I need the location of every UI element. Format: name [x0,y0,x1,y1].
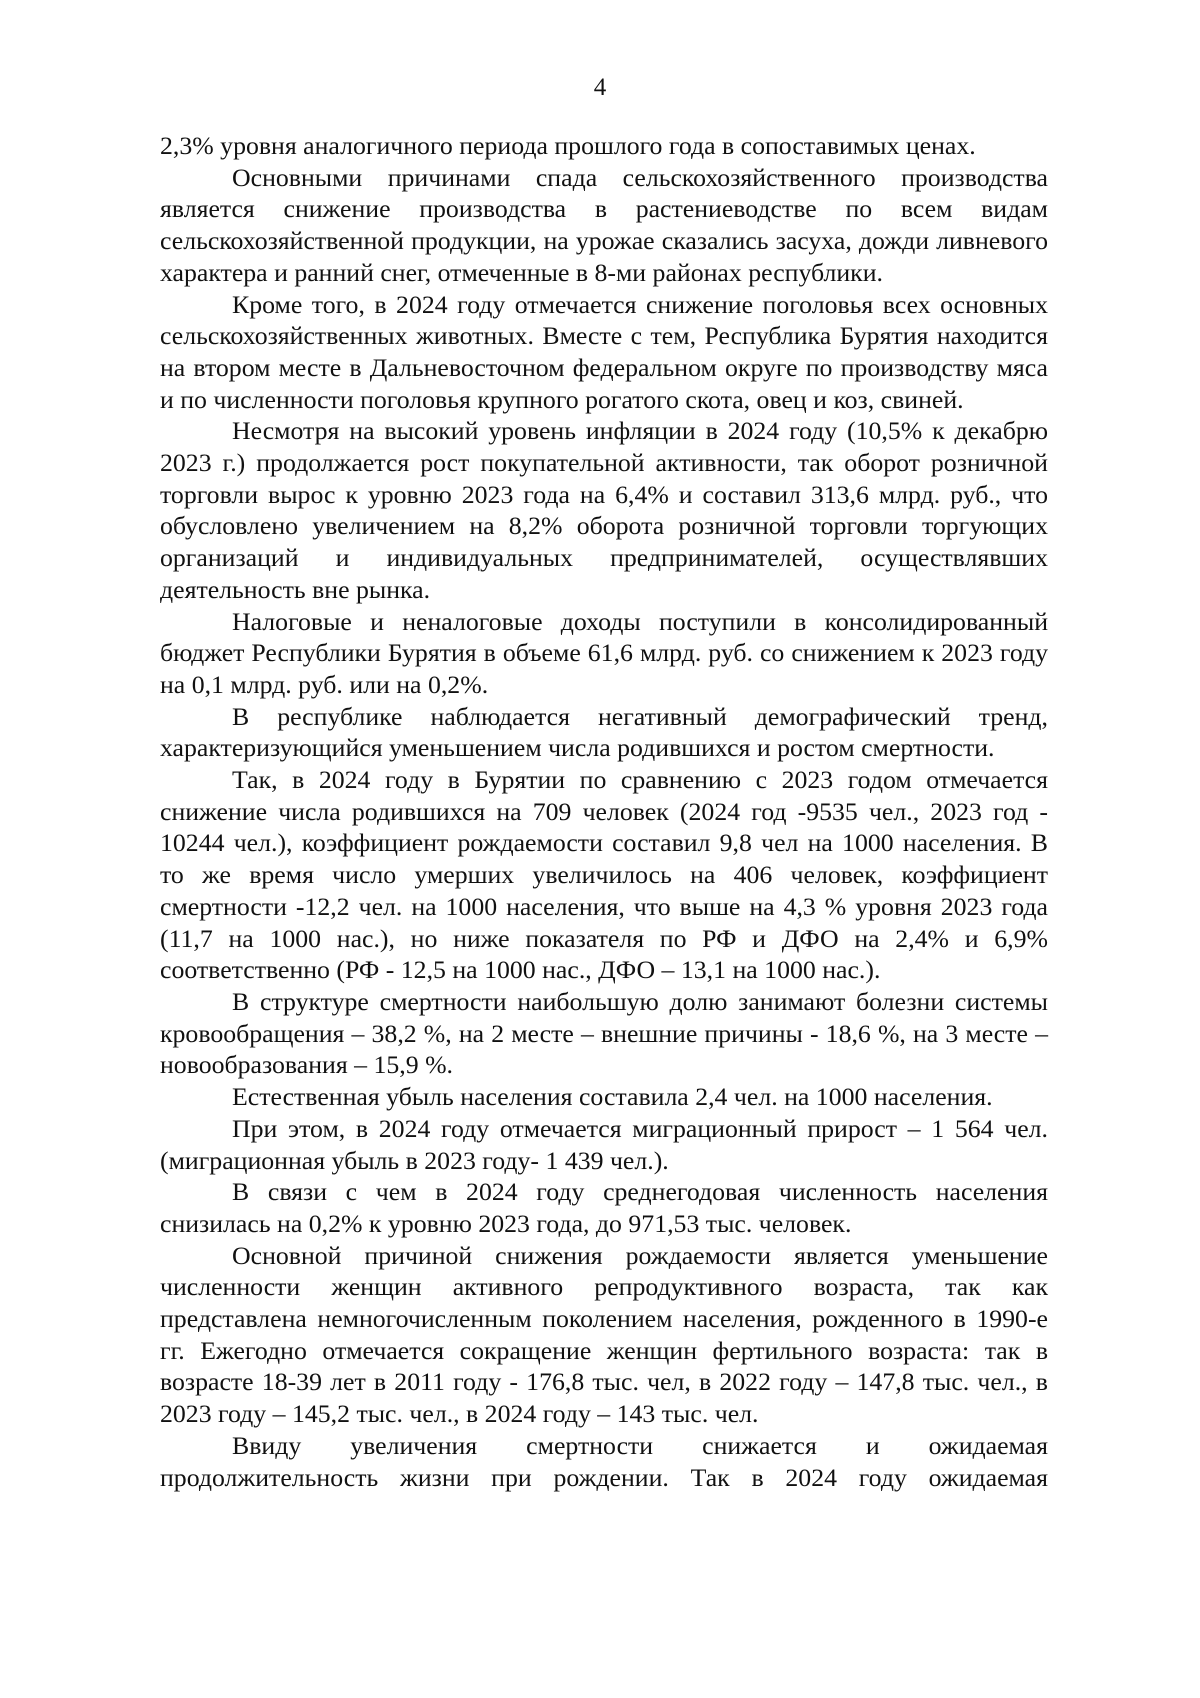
paragraph-natural-decline: Естественная убыль населения составила 2,4 чел. на 1000 населения. [232,1082,993,1112]
document-body [160,130,1048,1493]
paragraph-birth-rate-causes: Основной причиной снижения рождаемости является уменьшение численности женщин активного репродуктивного возраста, так как представлена немногочисленным поколением населения, рожденного в 1990-е гг. Ежегодно отмечается сокращение женщин фертильного возраста: так в возрасте 18-39 лет в 2011 году - 176,8 тыс. чел, в 2022 году – 147,8 тыс. чел., в 2023 году – 145,2 тыс. чел., в 2024 году – 143 тыс. чел. [160,1240,1048,1429]
paragraph-agriculture-causes: Основными причинами спада сельскохозяйственного производства является снижение производства в растениеводстве по всем видам сельскохозяйственной продукции, на урожае сказались засуха, дожди ливневого характера и ранний снег, отмеченные в 8-ми районах республики. [160,162,1048,287]
paragraph-retail-trade: Несмотря на высокий уровень инфляции в 2024 году (10,5% к декабрю 2023 г.) продолжается рост покупательной активности, так оборот розничной торговли вырос к уровню 2023 года на 6,4% и составил 313,6 млрд. руб., что обусловлено увеличением на 8,2% оборота розничной торговли торгующих организаций и индивидуальных предпринимателей, осуществлявших деятельность вне рынка. [160,416,1048,604]
paragraph-births-deaths: Так, в 2024 году в Бурятии по сравнению с 2023 годом отмечается снижение числа родившихся на 709 человек (2024 год -9535 чел., 2023 год - 10244 чел.), коэффициент рождаемости составил 9,8 чел на 1000 населения. В то же время число умерших увеличилось на 406 человек, коэффициент смертности -12,2 чел. на 1000 населения, что выше на 4,3 % уровня 2023 года (11,7 на 1000 нас.), но ниже показателя по РФ и ДФО на 2,4% и 6,9% соответственно (РФ - 12,5 на 1000 нас., ДФО – 13,1 на 1000 нас.). [160,765,1048,985]
paragraph-budget-revenue: Налоговые и неналоговые доходы поступили в консолидированный бюджет Республики Бурятия в объеме 61,6 млрд. руб. со снижением к 2023 году на 0,1 млрд. руб. или на 0,2%. [160,606,1048,699]
paragraph-population: В связи с чем в 2024 году среднегодовая численность населения снизилась на 0,2% к уровню 2023 года, до 971,53 тыс. человек. [160,1177,1048,1238]
paragraph-livestock: Кроме того, в 2024 году отмечается снижение поголовья всех основных сельскохозяйственных животных. Вместе с тем, Республика Бурятия находится на втором месте в Дальневосточном федеральном округе по производству мяса и по численности поголовья крупного рогатого скота, овец и коз, свиней. [160,289,1048,414]
paragraph-life-expectancy: Ввиду увеличения смертности снижается и ожидаемая продолжительность жизни при рождении. Так в 2024 году ожидаемая [160,1430,1048,1492]
paragraph-mortality-structure: В структуре смертности наибольшую долю занимают болезни системы кровообращения – 38,2 %, на 2 месте – внешние причины - 18,6 %, на 3 месте – новообразования – 15,9 %. [160,986,1048,1080]
paragraph-demographic-trend: В республике наблюдается негативный демографический тренд, характеризующийся уменьшением числа родившихся и ростом смертности. [160,701,1048,763]
page-number: 4 [593,74,607,101]
paragraph-continuation: 2,3% уровня аналогичного периода прошлого года в сопоставимых ценах. [160,131,976,160]
paragraph-migration: При этом, в 2024 году отмечается миграционный прирост – 1 564 чел. (миграционная убыль в 2023 году- 1 439 чел.). [160,1113,1048,1175]
